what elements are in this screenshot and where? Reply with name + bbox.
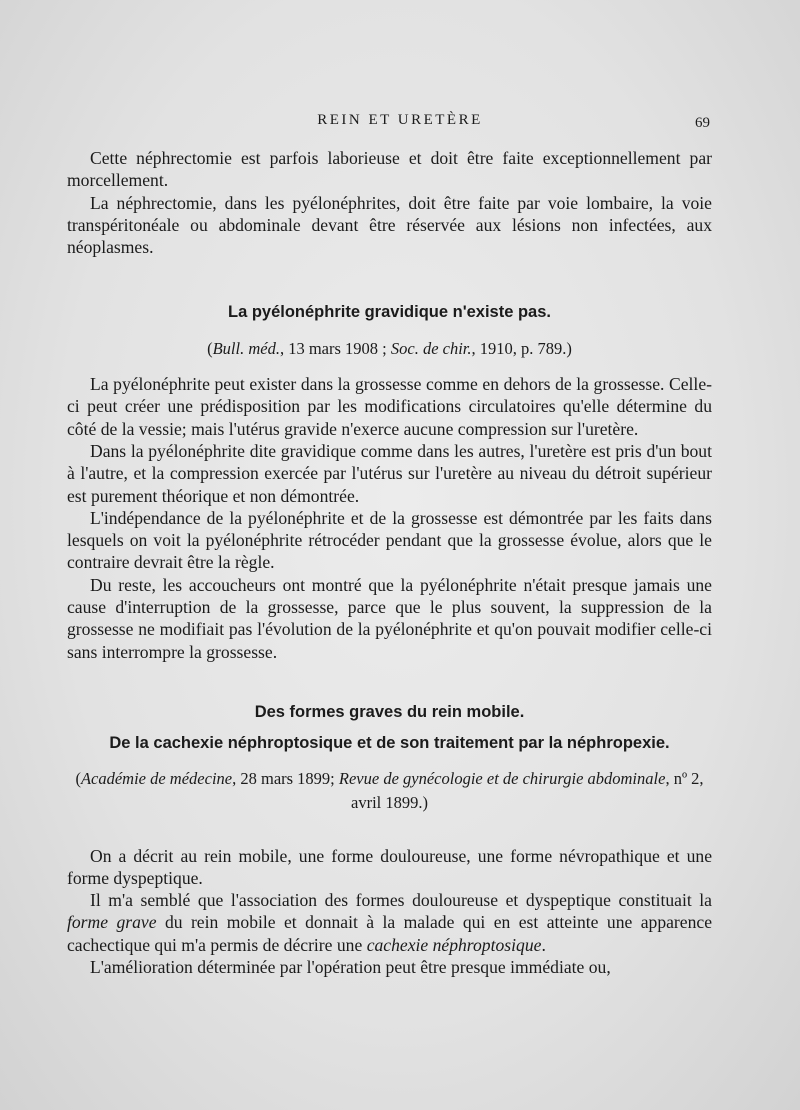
citation-detail: , 13 mars 1908 ; bbox=[279, 338, 391, 358]
citation-source: Soc. de chir. bbox=[390, 338, 472, 358]
body-paragraph: L'amélioration déterminée par l'opération peut être presque immédiate ou, bbox=[90, 957, 611, 978]
body-paragraph bbox=[67, 889, 712, 956]
citation-source: Académie de médecine bbox=[80, 768, 233, 788]
body-paragraph: On a décrit au rein mobile, une forme douloureuse, une forme névropathique et une forme dyspeptique. bbox=[67, 845, 712, 888]
body-paragraph: L'indépendance de la pyélonéphrite et de la grossesse est démontrée par les faits dans lesquels on voit la pyélonéphrite rétrocéder pendant que la grossesse évolue, alors que le contraire devrait être la règle. bbox=[67, 507, 712, 573]
page-body bbox=[67, 147, 712, 978]
running-head: REIN ET URETÈRE bbox=[317, 112, 483, 128]
section-subheading: De la cachexie néphroptosique et de son traitement par la néphropexie. bbox=[109, 734, 670, 753]
intro-paragraph: Cette néphrectomie est parfois laborieuse et doit être faite exceptionnellement par morcellement. bbox=[67, 148, 712, 191]
body-paragraph: Du reste, les accoucheurs ont montré que la pyélonéphrite n'était presque jamais une cause d'interruption de la grossesse, parce que le plus souvent, la suppression de la grossesse ne modifiait pas l'évolution de la pyélonéphrite et qu'on pouvait modifier celle-ci sans interrompre la grossesse. bbox=[67, 574, 712, 662]
text-run: . bbox=[541, 934, 546, 955]
citation-source: Revue de gynécologie et de chirurgie abdominale bbox=[338, 768, 666, 788]
citation-detail: , nº 2, avril 1899.) bbox=[351, 768, 704, 812]
emphasis-text: forme grave bbox=[67, 912, 157, 933]
body-paragraph: Dans la pyélonéphrite dite gravidique comme dans les autres, l'uretère est pris d'un bout à l'autre, et la compression exercée par l'utérus sur l'uretère au niveau du détroit supérieur est purement théorique et non démontrée. bbox=[67, 440, 712, 506]
citation-paren: ( bbox=[207, 338, 213, 358]
section-heading: La pyélonéphrite gravidique n'existe pas. bbox=[227, 303, 551, 322]
citation-paren: ( bbox=[75, 768, 81, 788]
body-paragraph: La pyélonéphrite peut exister dans la grossesse comme en dehors de la grossesse. Celle-ci peut créer une prédisposition par les modifications circulatoires qu'elle détermine du côté de la vessie; mais l'utérus gravide n'exerce aucune compression sur l'uretère. bbox=[67, 374, 712, 439]
page-number: 69 bbox=[695, 115, 710, 131]
section-citation bbox=[67, 767, 712, 815]
section-heading: Des formes graves du rein mobile. bbox=[254, 702, 525, 721]
citation-detail: , 28 mars 1899; bbox=[232, 768, 339, 788]
text-run: Il m'a semblé que l'association des formes douloureuse et dyspeptique constituait la bbox=[90, 890, 712, 911]
citation-detail: , 1910, p. 789.) bbox=[471, 338, 572, 358]
emphasis-text: cachexie néphroptosique bbox=[366, 934, 542, 955]
page-header bbox=[90, 112, 710, 134]
section-citation bbox=[67, 338, 712, 360]
text-run: du rein mobile et donnait à la malade qui en est atteinte une apparence cachectique qui m'a permis de décrire une bbox=[67, 912, 713, 955]
intro-paragraph: La néphrectomie, dans les pyélonéphrites, doit être faite par voie lombaire, la voie transpéritonéale ou abdominale devant être réservée aux lésions non infectées, aux néoplasmes. bbox=[67, 192, 712, 258]
citation-source: Bull. méd. bbox=[212, 338, 280, 358]
